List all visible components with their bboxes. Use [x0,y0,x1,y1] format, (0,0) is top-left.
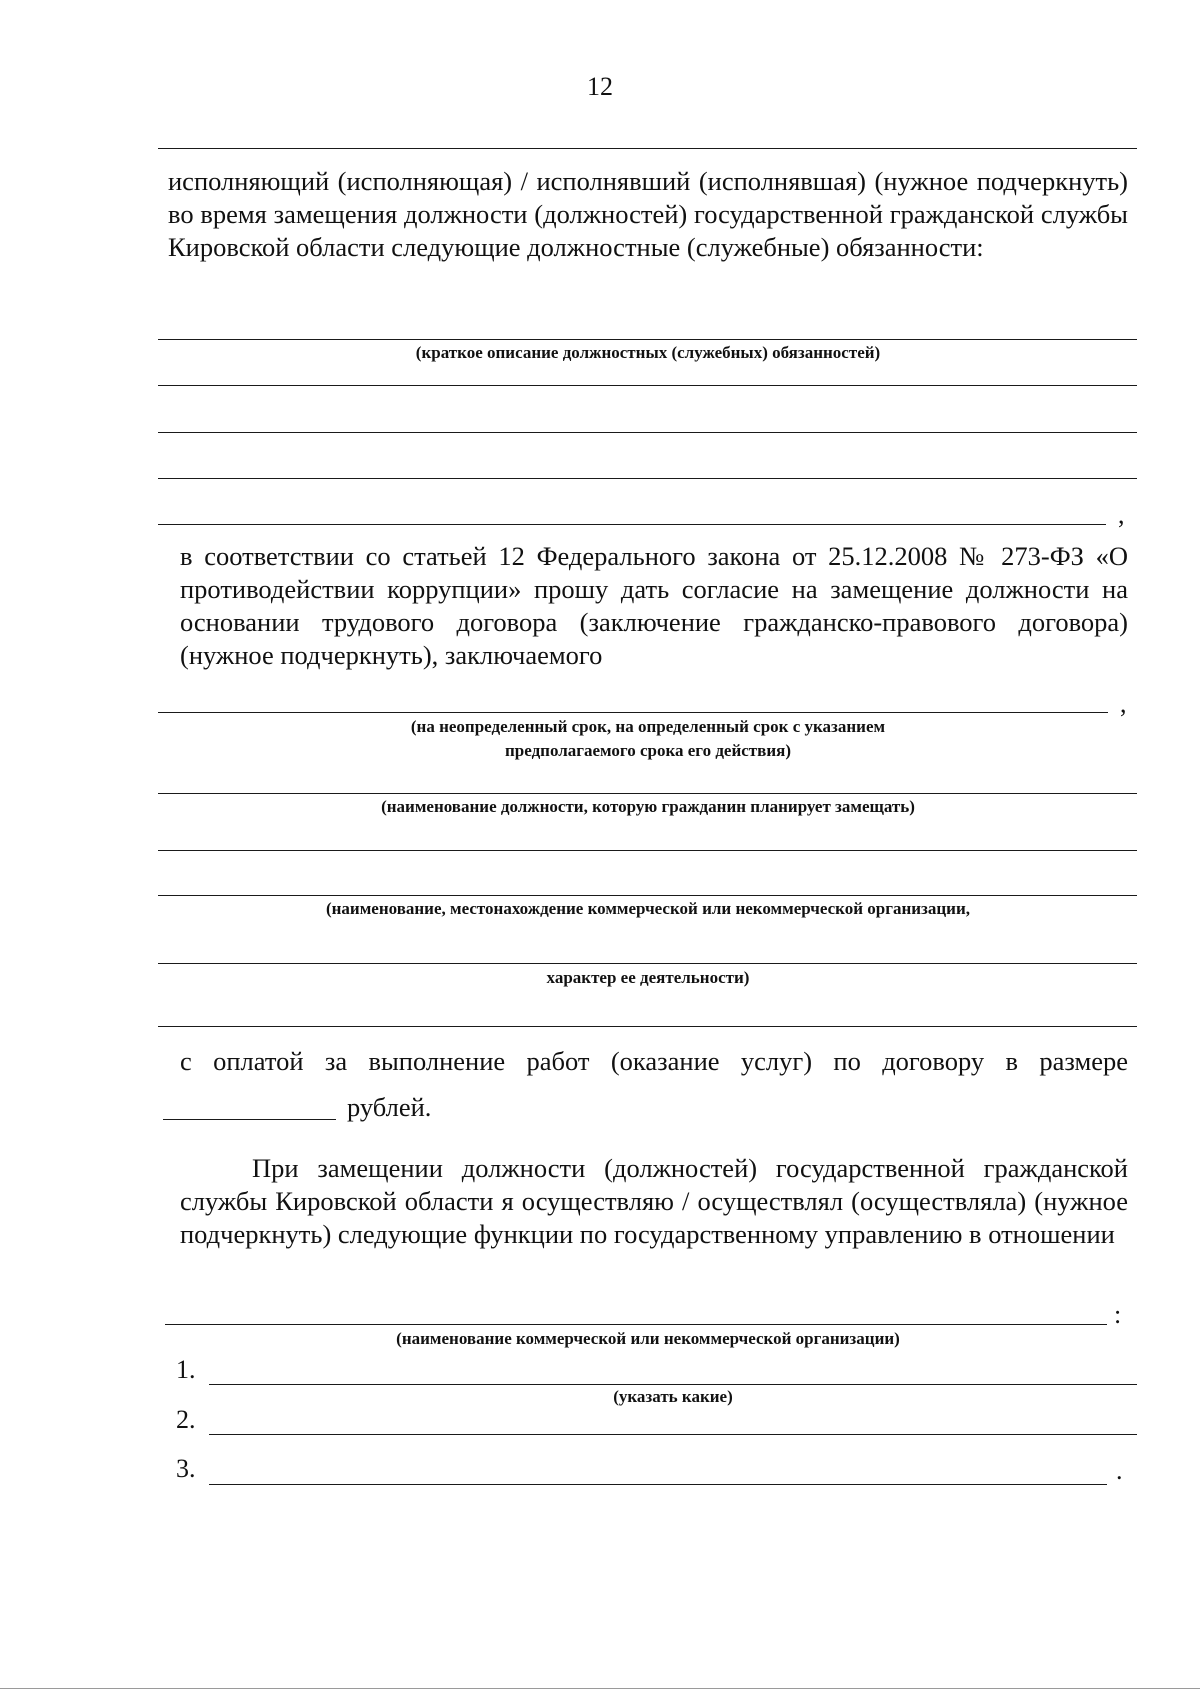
page-bottom-edge [0,1688,1200,1689]
list-item-1-line[interactable] [209,1384,1137,1385]
duties-field-line-2[interactable] [158,385,1137,386]
position-caption: (наименование должности, которую гражданин планирует замещать) [381,797,915,816]
payment-amount-line[interactable] [163,1119,336,1120]
functions-colon: : [1114,1300,1122,1329]
duties-caption: (краткое описание должностных (служебных) обязанностей) [415,343,881,362]
organization-line-3[interactable] [158,1026,1137,1027]
contract-term-caption-line2: предполагаемого срока его действия) [505,741,791,760]
contract-term-comma: , [1120,689,1127,718]
payment-unit: рублей. [347,1092,432,1122]
position-line[interactable] [158,793,1137,794]
organization-caption-line1: (наименование, местонахождение коммерческой или некоммерческой организации, [325,899,971,918]
contract-term-line[interactable] [158,712,1108,713]
duties-field-line-1[interactable] [158,339,1137,340]
list-specify-caption: (указать какие) [613,1387,733,1406]
list-item-3-line[interactable] [209,1484,1107,1485]
request-paragraph: в соответствии со статьей 12 Федерального закона от 25.12.2008 № 273-ФЗ «О противодействии коррупции» прошу дать согласие на замещение должности на основании трудового договора (заключение гражданско-правового договора) (нужное подчеркнуть), заключаемого [180,541,1128,670]
functions-paragraph: При замещении должности (должностей) государственной гражданской службы Кировской области я осуществляю / осуществлял (осуществляла) (нужное подчеркнуть) следующие функции по государственному управлению в отношении [180,1153,1128,1249]
organization-caption-line2: характер ее деятельности) [546,968,750,987]
functions-organization-line[interactable] [165,1324,1107,1325]
duties-field-line-3[interactable] [158,432,1137,433]
header-rule [158,148,1137,149]
organization-line-2[interactable] [158,963,1137,964]
list-end-period: . [1116,1456,1123,1485]
page-number: 12 [587,72,613,101]
duties-field-line-5[interactable] [158,524,1106,525]
contract-term-caption-line1: (на неопределенный срок, на определенный срок с указанием [410,717,886,736]
payment-paragraph: с оплатой за выполнение работ (оказание услуг) по договору в размере [180,1046,1128,1076]
duties-end-comma: , [1118,500,1125,529]
list-item-3-number: 3. [176,1454,196,1483]
duties-intro-paragraph: исполняющий (исполняющая) / исполнявший (исполнявшая) (нужное подчеркнуть) во время замещения должности (должностей) государственной гражданской службы Кировской области следующие должностные (служебные) обязанности: [168,166,1128,262]
duties-field-line-4[interactable] [158,478,1137,479]
list-item-2-line[interactable] [209,1434,1137,1435]
functions-organization-caption: (наименование коммерческой или некоммерческой организации) [396,1329,900,1348]
position-extra-line[interactable] [158,850,1137,851]
organization-line-1[interactable] [158,895,1137,896]
list-item-2-number: 2. [176,1405,196,1434]
list-item-1-number: 1. [176,1355,196,1384]
